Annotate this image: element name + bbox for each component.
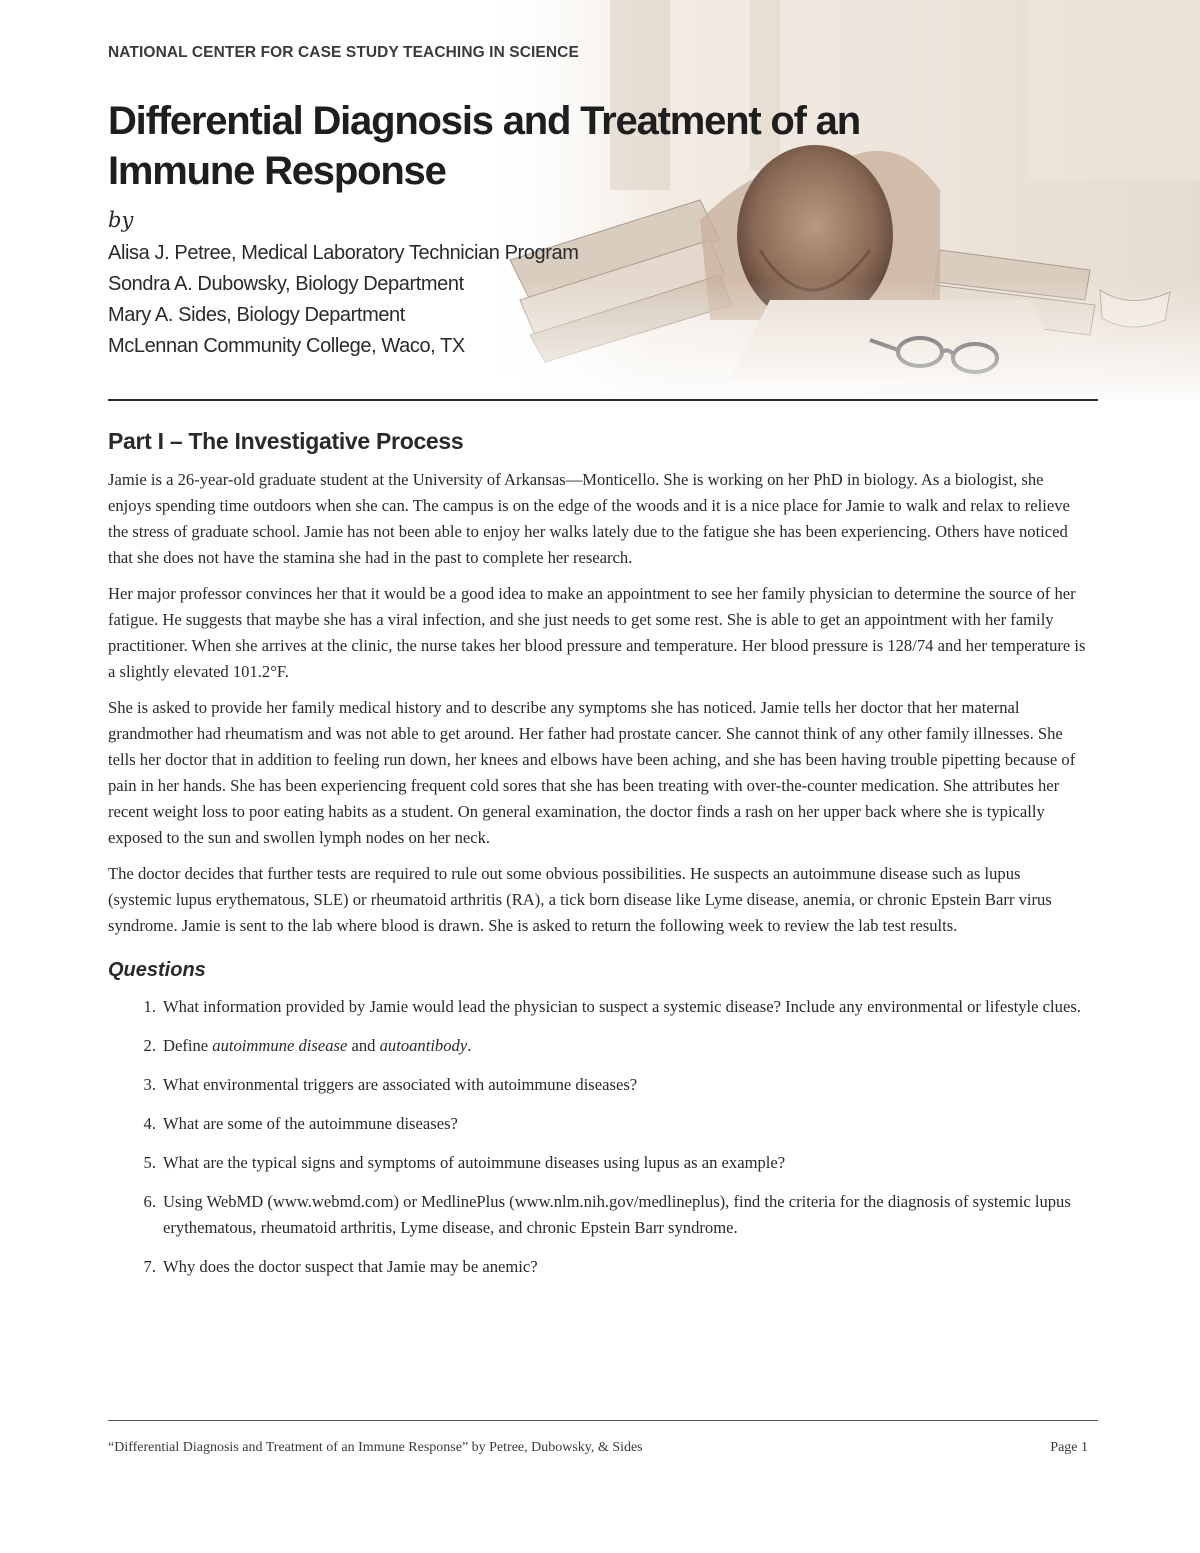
author-line: Sondra A. Dubowsky, Biology Department [108,273,464,295]
case-paragraph: Jamie is a 26-year-old graduate student at the University of Arkansas—Monticello. She is working on her PhD in biology. As a biologist, she enjoys spending time outdoors when she can. The campus is on the edge of the woods and it is a nice place for Jamie to walk and relax to relieve the stress of graduate school. Jamie has not been able to enjoy her walks lately due to the fatigue she has been experiencing. Others have noticed that she does not have the stamina she had in the past to complete her research. [108,470,1070,567]
case-header [108,44,1008,362]
header-divider [108,399,1098,401]
question-number: 6. [143,1192,156,1211]
footer-citation: “Differential Diagnosis and Treatment of an Immune Response” by Petree, Dubowsky, & Sides [108,1440,643,1455]
question-number: 7. [143,1257,156,1276]
author-line: Mary A. Sides, Biology Department [108,304,405,326]
author-list [108,238,1008,362]
question-text: What are some of the autoimmune diseases? [163,1114,458,1133]
term-autoimmune-disease: autoimmune disease [212,1036,348,1055]
question-item [108,1150,1088,1176]
case-paragraph: The doctor decides that further tests are required to rule out some obvious possibilities. He suspects an autoimmune disease such as lupus (systemic lupus erythematous, SLE) or rheumatoid arthritis (RA), a tick born disease like Lyme disease, anemia, or chronic Epstein Barr virus syndrome. Jamie is sent to the lab where blood is drawn. She is asked to return the following week to review the lab test results. [108,864,1052,935]
question-text [163,1033,1088,1059]
question-text-part: Define [163,1036,213,1055]
questions-heading: Questions [108,959,206,981]
question-text-part: . [467,1036,472,1055]
question-number: 3. [143,1075,156,1094]
question-text: Why does the doctor suspect that Jamie may be anemic? [163,1257,538,1276]
question-item [108,1254,1088,1280]
question-text-part: and [347,1036,380,1055]
question-number: 5. [143,1153,156,1172]
organization-name: NATIONAL CENTER FOR CASE STUDY TEACHING IN SCIENCE [108,44,579,61]
question-item [108,1072,1088,1098]
question-item [108,1189,1088,1241]
question-number: 1. [143,997,156,1016]
question-text: What information provided by Jamie would lead the physician to suspect a systemic disease? Include any environmental or lifestyle clues. [163,997,1081,1016]
footer-divider [108,1420,1098,1421]
question-text: Using WebMD (www.webmd.com) or MedlinePlus (www.nlm.nih.gov/medlineplus), find the criteria for the diagnosis of systemic lupus erythematous, rheumatoid arthritis, Lyme disease, and chronic Epstein Barr syndrome. [163,1192,1071,1237]
part-heading: Part I – The Investigative Process [108,428,464,454]
author-line: Alisa J. Petree, Medical Laboratory Technician Program [108,242,579,264]
question-number: 2. [143,1036,156,1055]
term-autoantibody: autoantibody [379,1036,468,1055]
main-content [108,428,1088,1293]
case-title: Differential Diagnosis and Treatment of an Immune Response [108,99,860,193]
page-number: Page 1 [1050,1440,1088,1455]
question-list [108,994,1088,1280]
by-label: by [108,208,134,232]
case-paragraph: Her major professor convinces her that it would be a good idea to make an appointment to see her family physician to determine the source of her fatigue. He suggests that maybe she has a viral infection, and she just needs to get some rest. She is able to get an appointment with her family practitioner. When she arrives at the clinic, the nurse takes her blood pressure and temperature. Her blood pressure is 128/74 and her temperature is a slightly elevated 101.2°F. [108,584,1086,681]
question-item [108,1033,1088,1059]
page-footer [108,1440,1088,1456]
case-paragraph: She is asked to provide her family medical history and to describe any symptoms she has noticed. Jamie tells her doctor that her maternal grandmother had rheumatism and was not able to get around. Her father had prostate cancer. She cannot think of any other family illnesses. She tells her doctor that in addition to feeling run down, her knees and elbows have been aching, and she has been having trouble pipetting because of pain in her hands. She has been experiencing frequent cold sores that she has been treating with over-the-counter medication. She attributes her recent weight loss to poor eating habits as a student. On general examination, the doctor finds a rash on her upper back where she is typically exposed to the sun and swollen lymph nodes on her neck. [108,698,1076,847]
question-number: 4. [143,1114,156,1133]
question-text: What are the typical signs and symptoms of autoimmune diseases using lupus as an example? [163,1153,786,1172]
question-item [108,994,1088,1020]
question-text: What environmental triggers are associated with autoimmune diseases? [163,1075,638,1094]
institution-line: McLennan Community College, Waco, TX [108,335,465,357]
question-item [108,1111,1088,1137]
